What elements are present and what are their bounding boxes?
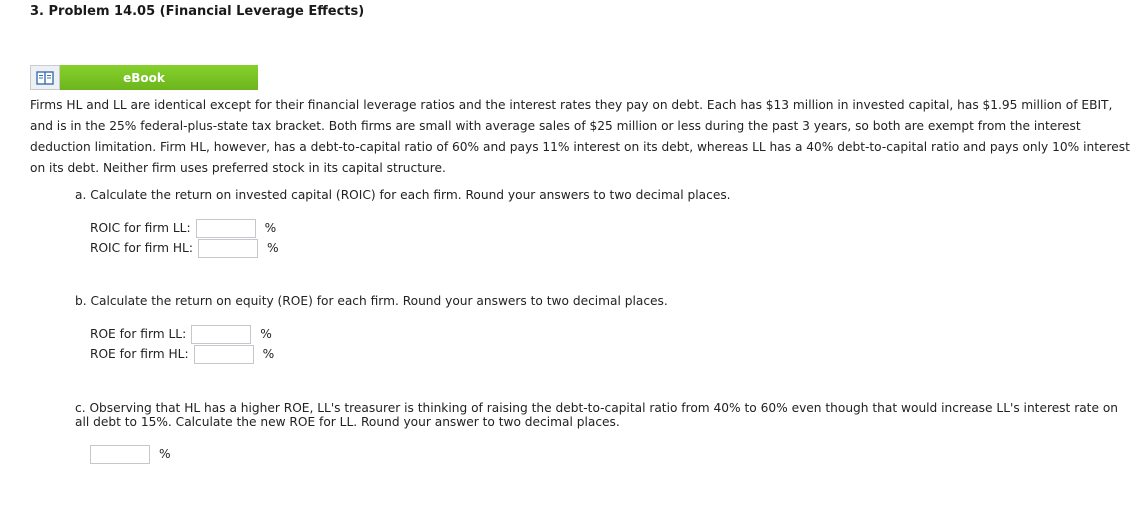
ebook-label[interactable]: eBook bbox=[60, 65, 258, 90]
roic-hl-row bbox=[90, 238, 279, 258]
new-roe-ll-row bbox=[90, 444, 171, 464]
roe-hl-row bbox=[90, 344, 274, 364]
roe-ll-label: ROE for firm LL: bbox=[90, 327, 187, 341]
roic-ll-unit: % bbox=[264, 221, 277, 235]
problem-statement: Firms HL and LL are identical except for their financial leverage ratios and the interest rates they pay on debt. Each has $13 million in invested capital, has $1.95 million of EBIT, and is in the 25% federal-plus-state tax bracket. Both firms are small with average sales of $25 million or less during the past 3 years, so both are exempt from the interest deduction limitation. Firm HL, however, has a debt-to-capital ratio of 60% and pays 11% interest on its debt, whereas LL has a 40% debt-to-capital ratio and pays only 10% interest on its debt. Neither firm uses preferred stock in its capital structure. bbox=[30, 98, 1130, 175]
roic-ll-label: ROIC for firm LL: bbox=[90, 221, 191, 235]
new-roe-ll-input[interactable] bbox=[90, 445, 150, 464]
roe-hl-unit: % bbox=[262, 347, 275, 361]
book-icon bbox=[30, 65, 60, 90]
ebook-button[interactable] bbox=[30, 65, 258, 90]
roe-ll-unit: % bbox=[260, 327, 272, 341]
roic-hl-input[interactable] bbox=[198, 239, 258, 258]
roic-hl-unit: % bbox=[266, 241, 279, 255]
part-b-question: b. Calculate the return on equity (ROE) for each firm. Round your answers to two decimal places. bbox=[75, 294, 668, 308]
roe-hl-input[interactable] bbox=[194, 345, 254, 364]
new-roe-ll-unit: % bbox=[159, 447, 171, 461]
part-c-question: c. Observing that HL has a higher ROE, LL's treasurer is thinking of raising the debt-to-capital ratio from 40% to 60% even though that would increase LL's interest rate on all debt to 15%. Calculate the new ROE for LL. Round your answer to two decimal places. bbox=[75, 401, 1119, 429]
roe-ll-row bbox=[90, 324, 272, 344]
roic-ll-row bbox=[90, 218, 276, 238]
roe-hl-label: ROE for firm HL: bbox=[90, 347, 189, 361]
problem-title: 3. Problem 14.05 (Financial Leverage Effects) bbox=[30, 4, 365, 19]
roic-ll-input[interactable] bbox=[196, 219, 256, 238]
roic-hl-label: ROIC for firm HL: bbox=[90, 241, 193, 255]
part-a-question: a. Calculate the return on invested capital (ROIC) for each firm. Round your answers to two decimal places. bbox=[75, 188, 731, 202]
roe-ll-input[interactable] bbox=[191, 325, 251, 344]
